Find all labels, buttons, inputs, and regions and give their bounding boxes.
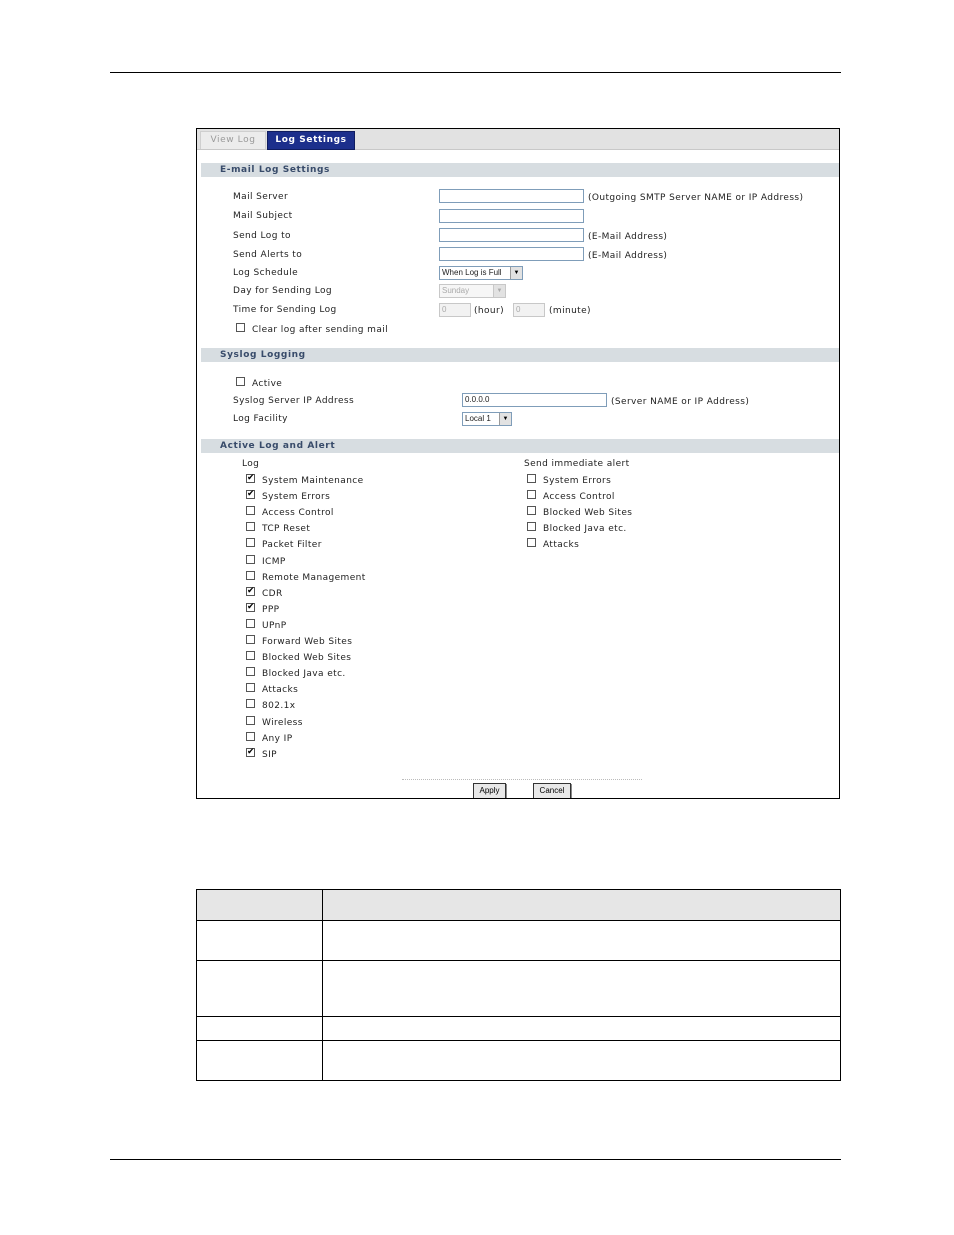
- mail-server-hint: (Outgoing SMTP Server NAME or IP Address): [588, 193, 804, 203]
- table-header-row: [197, 890, 841, 921]
- syslog-server-hint: (Server NAME or IP Address): [611, 397, 750, 407]
- time-for-sending-log-label: Time for Sending Log: [233, 305, 337, 315]
- checkmark-icon: ✔: [247, 585, 255, 596]
- syslog-section-title: Syslog Logging: [201, 348, 839, 362]
- log-item-checkbox[interactable]: [246, 603, 255, 612]
- log-item-label: Forward Web Sites: [262, 637, 353, 647]
- log-item-label: TCP Reset: [262, 524, 311, 535]
- log-item-label: SIP: [262, 749, 277, 760]
- mail-subject-input[interactable]: [439, 209, 584, 223]
- table-row: [197, 1017, 841, 1041]
- log-item-label: Access Control: [262, 508, 334, 519]
- table-row: [197, 1041, 841, 1081]
- chevron-down-icon: ▼: [499, 413, 511, 425]
- footer-rule: [110, 1159, 841, 1160]
- log-item-checkbox[interactable]: [246, 490, 255, 499]
- log-item-checkbox[interactable]: [246, 748, 255, 757]
- clear-log-label: Clear log after sending mail: [252, 325, 389, 335]
- log-item-checkbox[interactable]: [246, 716, 255, 725]
- log-facility-label: Log Facility: [233, 414, 288, 424]
- chevron-down-icon: ▼: [493, 285, 505, 297]
- table-cell: [323, 921, 841, 961]
- checkmark-icon: ✔: [247, 473, 255, 483]
- log-item-label: System Errors: [262, 492, 331, 503]
- log-item-checkbox[interactable]: [246, 538, 255, 547]
- table-row: [197, 921, 841, 961]
- alert-item-checkbox[interactable]: [527, 474, 536, 483]
- table-header-cell: [323, 890, 841, 921]
- table-cell: [323, 961, 841, 1017]
- send-log-to-label: Send Log to: [233, 231, 291, 241]
- log-item-label: Attacks: [262, 685, 299, 696]
- table-cell: [197, 1041, 323, 1081]
- alert-item-label: Attacks: [543, 540, 580, 551]
- log-item-label: ICMP: [262, 556, 286, 567]
- send-log-to-hint: (E-Mail Address): [588, 232, 668, 242]
- log-item-checkbox[interactable]: [246, 683, 255, 692]
- log-item-label: Blocked Web Sites: [262, 653, 352, 664]
- log-item-checkbox[interactable]: [246, 571, 255, 580]
- mail-server-input[interactable]: [439, 189, 584, 203]
- active-log-section-title: Active Log and Alert: [201, 439, 839, 453]
- log-item-checkbox[interactable]: [246, 732, 255, 741]
- day-for-sending-log-select[interactable]: [439, 284, 506, 298]
- divider: [402, 779, 642, 780]
- send-log-to-input[interactable]: [439, 228, 584, 242]
- syslog-active-checkbox[interactable]: [236, 377, 245, 386]
- tab-bar: [197, 129, 839, 150]
- day-for-sending-log-label: Day for Sending Log: [233, 286, 332, 296]
- send-alerts-to-input[interactable]: [439, 247, 584, 261]
- tab-log-settings[interactable]: Log Settings: [267, 131, 355, 150]
- hour-hint: (hour): [474, 306, 505, 316]
- log-item-checkbox[interactable]: [246, 522, 255, 531]
- checkmark-icon: ✔: [247, 601, 255, 612]
- alert-item-checkbox[interactable]: [527, 506, 536, 515]
- log-item-label: System Maintenance: [262, 476, 364, 486]
- log-schedule-select[interactable]: [439, 266, 523, 280]
- log-item-checkbox[interactable]: [246, 619, 255, 628]
- minute-hint: (minute): [549, 306, 591, 316]
- log-item-checkbox[interactable]: [246, 635, 255, 644]
- syslog-server-input[interactable]: 0.0.0.0: [462, 393, 607, 407]
- send-alerts-to-label: Send Alerts to: [233, 250, 303, 260]
- table-cell: [197, 1017, 323, 1041]
- log-item-label: UPnP: [262, 620, 287, 631]
- alert-item-label: Blocked Java etc.: [543, 524, 627, 535]
- cancel-button[interactable]: Cancel: [533, 783, 571, 799]
- log-item-label: Blocked Java etc.: [262, 669, 346, 680]
- table-cell: [197, 921, 323, 961]
- table-row: [197, 961, 841, 1017]
- log-facility-select[interactable]: [462, 412, 512, 426]
- alert-item-checkbox[interactable]: [527, 522, 536, 531]
- clear-log-checkbox[interactable]: [236, 323, 245, 332]
- alert-item-label: System Errors: [543, 476, 612, 486]
- mail-server-label: Mail Server: [233, 192, 289, 202]
- alert-item-label: Blocked Web Sites: [543, 508, 633, 519]
- log-item-checkbox[interactable]: [246, 506, 255, 515]
- log-item-checkbox[interactable]: [246, 474, 255, 483]
- apply-button[interactable]: Apply: [473, 783, 506, 799]
- syslog-server-label: Syslog Server IP Address: [233, 396, 355, 406]
- log-facility-value: Local 1: [465, 414, 491, 423]
- log-item-checkbox[interactable]: [246, 587, 255, 596]
- log-item-checkbox[interactable]: [246, 699, 255, 708]
- log-item-label: Packet Filter: [262, 540, 322, 551]
- hour-input[interactable]: 0: [439, 303, 471, 317]
- checkmark-icon: ✔: [247, 746, 255, 757]
- log-item-label: PPP: [262, 604, 280, 615]
- tab-view-log[interactable]: View Log: [200, 131, 266, 149]
- log-schedule-label: Log Schedule: [233, 268, 299, 278]
- alert-item-checkbox[interactable]: [527, 538, 536, 547]
- log-item-checkbox[interactable]: [246, 667, 255, 676]
- minute-input[interactable]: 0: [513, 303, 545, 317]
- checkmark-icon: ✔: [247, 489, 255, 500]
- log-item-label: Any IP: [262, 733, 293, 744]
- table-header-cell: [197, 890, 323, 921]
- log-item-label: CDR: [262, 588, 283, 599]
- log-item-label: Wireless: [262, 717, 303, 728]
- log-settings-screen: [196, 128, 840, 799]
- header-rule: [110, 72, 841, 73]
- day-value: Sunday: [442, 286, 470, 295]
- field-description-table: [196, 889, 841, 1081]
- send-alerts-to-hint: (E-Mail Address): [588, 251, 668, 261]
- alert-column-header: Send immediate alert: [524, 459, 630, 469]
- log-item-checkbox[interactable]: [246, 651, 255, 660]
- log-item-label: Remote Management: [262, 572, 366, 583]
- log-item-checkbox[interactable]: [246, 555, 255, 564]
- log-column-header: Log: [242, 459, 260, 469]
- table-cell: [323, 1041, 841, 1081]
- mail-subject-label: Mail Subject: [233, 211, 293, 221]
- alert-item-checkbox[interactable]: [527, 490, 536, 499]
- email-section-title: E-mail Log Settings: [201, 163, 839, 177]
- log-item-label: 802.1x: [262, 701, 296, 712]
- chevron-down-icon: ▼: [510, 267, 522, 279]
- table-cell: [197, 961, 323, 1017]
- syslog-active-label: Active: [252, 379, 283, 389]
- table-cell: [323, 1017, 841, 1041]
- alert-item-label: Access Control: [543, 492, 615, 503]
- log-schedule-value: When Log is Full: [442, 268, 502, 277]
